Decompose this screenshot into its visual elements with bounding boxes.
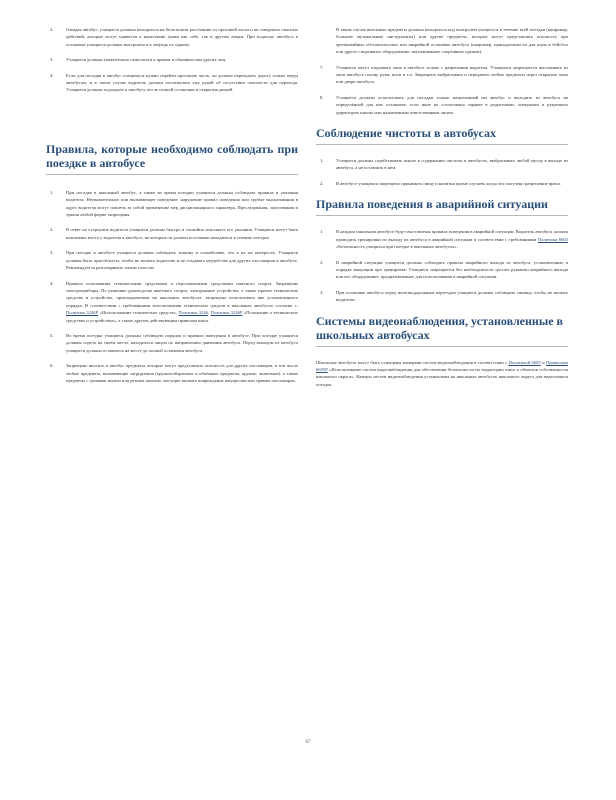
policy-link[interactable]: Политикой 6605 <box>508 359 541 365</box>
section-heading-emergency: Правила поведения в аварийной ситуации <box>316 197 568 216</box>
list-item: 4. Правила пользования техническими средствами и персональными средствами шкетного спорта. Запрещены электроприборы. По решению руководства шкетного спорта, электронные устройства, а также прочие технические средства и устройства, прокладываемые на школьных автобусах, запрещено использовать вне установленного порядка. В соответствии с требованиями использования технических средств в школьных автобусах согласно с: Политика 3246Р «Использование технических средств», Политика 3246, Политика 3246Р «Положение о технических средствах и устройствах», а также другим действующим правилам школ. <box>50 280 298 323</box>
list-item: 2. В ответ на остроумие водителя учащиеся должны быстро и спокойно исполнять его указания. Учащиеся могут быть назначены места у водителя в автобусе, на котором он должен постоянно находиться в течение поездки. <box>50 227 298 240</box>
list-item: 1. В каждом школьном автобусе будут выставлены правила поведения в аварийной ситуации. Водитель автобуса должен проводить тренировки по выходу из автобуса в аварийной ситуации в соответствии с требованиями Политики 6605 «Безопасность учащихся при поездке в школьных автобусах». <box>320 229 569 250</box>
list-item: 8. Учащиеся должны использовать для посадки только назначенный им автобус и выходить из автобуса на определённой для них остановке, если иное не согласовано заранее в родителями: опекунами и разрешено директором школы или назначенным ответственным лицом. <box>320 94 568 115</box>
policy-link[interactable]: Политики 6605 <box>537 236 569 242</box>
list-item: 4. Если для посадки в автобус учащемуся нужно перейти проезжую часть, он должен переходить дорогу только перед автобусом, и в таком случае водитель должен посигналить ему рукой об отсутствии опасности для перехода. Учащиеся должны подходить к автобусу после полной остановки и открытия дверей. <box>50 72 298 93</box>
list-item: 5. Во время поездки учащиеся должны соблюдать порядок и правила поведения в автобусе. При поездке учащиеся должны сидеть на своём месте, находиться лицом по направлению движения автобуса. Перед выходом из автобуса учащиеся должны оставаться на месте до полной остановки автобуса. <box>50 332 298 353</box>
list-item: 1. При посадке в школьный автобус, а также во время поездки учащиеся должны соблюдать правила и указания водителя. Неуважительное или вызывающее поведение, нарушение правил поведения или грубые высказывания в адрес водителя могут повлечь за собой применение мер дисциплинарного характера. Преследования, запугивания и травля любой форме запрещены. <box>50 189 298 218</box>
policy-link[interactable]: Политика 3246Р <box>66 310 99 316</box>
right-column <box>316 26 568 388</box>
list-item: 7. Учащиеся могут открывать окна в автобусе только с разрешения водителя. Учащимся запрещается высовывать из окон автобуса голову, руки, ноги и т.п. Запрещено выбрасывать и передавать любые предметы через открытые окна или двери автобуса. <box>320 64 568 85</box>
policy-link[interactable]: Правилами 6605Р <box>316 359 568 372</box>
list-item: 1. Учащиеся должны содействовать школе в содержании чистоты в автобусах, выбрасывать любой мусор в выходе из автобуса, а не оставлять в нём. <box>320 158 568 171</box>
section-heading-bus-rules: Правила, которые необходимо соблюдать при поездке в автобусе <box>46 142 298 175</box>
list-item: 3. Учащиеся должны уважительно относиться к правам и обязанностям других лиц. <box>50 57 227 63</box>
left-column <box>46 26 298 392</box>
policy-link[interactable]: Политика 3246Р <box>210 310 243 316</box>
list-item: 3. При остановке автобуса перед железнодорожным переездом учащиеся должны соблюдать тишину, чтобы не мешать водителю. <box>320 289 568 303</box>
list-item: 3. При поездке в автобусе учащиеся должны соблюдать тишину и спокойствие, что в их же интересах. Учащиеся должны быть пристёгнуты, чтобы не мешать водителю и не создавать неудобства для других пассажиров в автобусе. Рекомендуется разговаривать тихим голосом. <box>50 250 298 271</box>
list-item: 2. Ожидая автобус, учащиеся должны находиться на безопасном расстоянии от проезжей части и не совершать опасных действий, которые могут привести к нанесению травм как себе, так и другим лицам. При подъезде автобуса к остановке учащиеся должны выстроиться в очередь по одному. <box>50 27 298 47</box>
section-heading-video: Системы видеонаблюдения, установленные в школьных автобусах <box>316 314 568 347</box>
video-paragraph: Школьные автобусы могут быть оснащены камерами систем видеонаблюдения в соответствии с Политикой 6605 и Правилами 6605Р «Использование систем видеонаблюдения для обеспечения безопасности на территории школ и объектов собственности школьного округа». Камеры систем видеонаблюдения установлены на школьных автобусах школьного округа для видеозаписи поездок. <box>316 359 568 387</box>
continued-text: В таком случае вносимые предметы должны находиться под контролем учащегося в течение всей поездки (например, большие музыкальные инструменты) или другие предметы, которые могут представлять опасность при чрезвычайных обстоятельствах или аварийной остановке автобуса (например, принадлежности для игры в бейсбол или другое спортивное оборудование, неупакованное спортивное оружие). <box>336 27 568 55</box>
page-number: 67 <box>305 740 311 745</box>
list-item: 6. Запрещено вносить в автобус предметы, которые могут представлять опасность для других пассажиров, в том числе любые предметы, вызывающие затруднения (крупногабаритные и объёмные предметы, оружие, животные), а также предметы с громким звуком или резким запахом, могущие вызвать повреждение имущества или травмы пассажиров. <box>50 363 298 383</box>
policy-link[interactable]: Политика 3246 <box>178 310 208 316</box>
list-item: 2. В автобусе учащимся запрещено принимать пищу и напитки кроме случаев, когда это получено разрешение врача. <box>320 180 561 186</box>
section-heading-cleanliness: Соблюдение чистоты в автобусах <box>316 126 568 145</box>
list-item: 2. В аварийной ситуации учащиеся должны соблюдать правила аварийного выхода из автобуса, установленные в порядке эвакуации при тренировке. Учащиеся запрещается без необходимости трогать рукоятки аварийного выхода или его оборудование, предназначенное для использования в аварийной ситуации. <box>320 259 568 280</box>
